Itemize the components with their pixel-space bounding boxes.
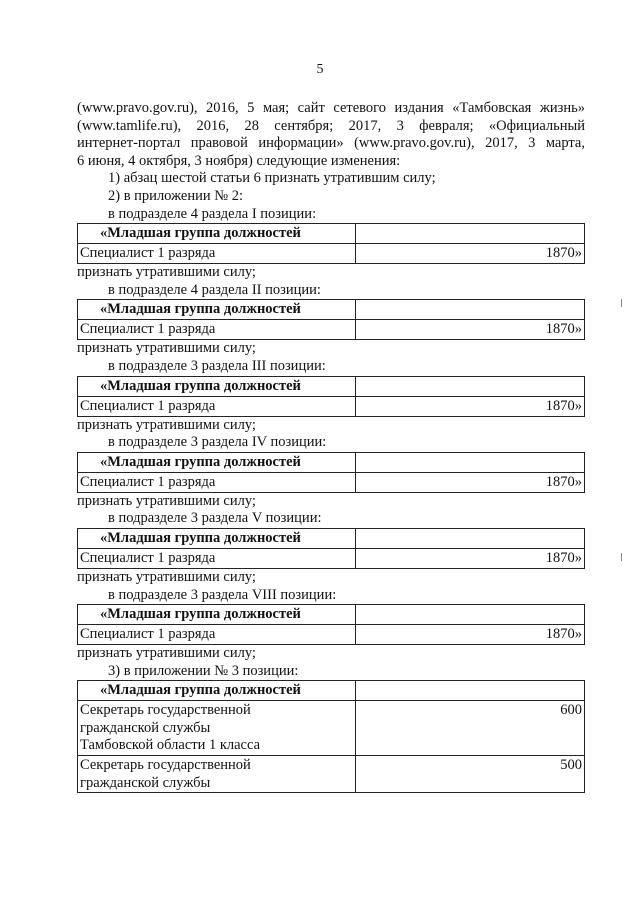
role-cell: Специалист 1 разряда (78, 548, 356, 568)
group-header: «Младшая группа должностей (78, 224, 356, 244)
after-text: признать утратившими силу; (77, 264, 256, 281)
section-heading: в подразделе 3 раздела VIII позиции: (108, 586, 337, 603)
section-heading: в подразделе 4 раздела II позиции: (108, 281, 321, 298)
group-header: «Младшая группа должностей (78, 452, 356, 472)
table-row (78, 625, 585, 645)
table-row (78, 605, 585, 625)
intro-line-1: (www.pravo.gov.ru), 2016, 5 мая; сайт сетевого издания «Тамбовская жизнь» (77, 100, 585, 116)
group-header: «Младшая группа должностей (78, 605, 356, 625)
section-heading: в подразделе 3 раздела IV позиции: (108, 434, 327, 451)
empty-cell (356, 300, 585, 320)
empty-cell (356, 528, 585, 548)
scan-mark (621, 299, 622, 307)
role-line: гражданской службы (80, 774, 211, 791)
table-row (78, 376, 585, 396)
page-number: 5 (316, 62, 324, 77)
value-cell: 600 (356, 701, 585, 756)
role-cell (78, 701, 356, 756)
table-row (78, 548, 585, 568)
table-row (78, 681, 585, 701)
positions-table (77, 223, 585, 264)
positions-table (77, 604, 585, 645)
after-text: признать утратившими силу; (77, 416, 256, 433)
empty-cell (356, 224, 585, 244)
after-text: признать утратившими силу; (77, 492, 256, 509)
intro-line-3: интернет-портал правовой информации» (www.pravo.gov.ru), 2017, 3 марта, (77, 135, 585, 152)
role-cell: Специалист 1 разряда (78, 396, 356, 416)
intro-line-4: 6 июня, 4 октября, 3 ноября) следующие изменения: (77, 152, 401, 169)
group-header: «Младшая группа должностей (78, 300, 356, 320)
value-cell: 1870» (356, 244, 585, 264)
role-line: Секретарь государственной (80, 702, 251, 719)
group-header: «Младшая группа должностей (78, 528, 356, 548)
role-cell: Специалист 1 разряда (78, 320, 356, 340)
positions-table (77, 299, 585, 340)
table-row (78, 244, 585, 264)
table-row (78, 224, 585, 244)
value-cell: 500 (356, 756, 585, 793)
value-cell: 1870» (356, 472, 585, 492)
value-cell: 1870» (356, 320, 585, 340)
item-3: 3) в приложении № 3 позиции: (108, 662, 299, 679)
empty-cell (356, 681, 585, 701)
positions-table-appendix-3 (77, 680, 585, 793)
value-cell: 1870» (356, 548, 585, 568)
value-cell: 1870» (356, 396, 585, 416)
table-row (78, 396, 585, 416)
table-row (78, 320, 585, 340)
value-cell: 1870» (356, 625, 585, 645)
group-header: «Младшая группа должностей (78, 376, 356, 396)
table-row (78, 701, 585, 756)
role-line: Тамбовской области 1 класса (80, 737, 261, 754)
role-cell (78, 756, 356, 793)
role-cell: Специалист 1 разряда (78, 625, 356, 645)
table-row (78, 452, 585, 472)
empty-cell (356, 605, 585, 625)
positions-table (77, 376, 585, 417)
item-1: 1) абзац шестой статьи 6 признать утратившим силу; (108, 170, 436, 187)
role-cell: Специалист 1 разряда (78, 244, 356, 264)
after-text: признать утратившими силу; (77, 645, 256, 662)
table-row (78, 756, 585, 793)
empty-cell (356, 452, 585, 472)
section-heading: в подразделе 4 раздела I позиции: (108, 205, 317, 222)
role-cell: Специалист 1 разряда (78, 472, 356, 492)
section-heading: в подразделе 3 раздела III позиции: (108, 357, 326, 374)
empty-cell (356, 376, 585, 396)
table-row (78, 472, 585, 492)
intro-line-2: (www.tamlife.ru), 2016, 28 сентября; 2017, 3 февраля; «Официальный (77, 117, 585, 134)
role-line: гражданской службы (80, 719, 211, 736)
document-body (77, 100, 585, 793)
role-line: Секретарь государственной (80, 757, 251, 774)
after-text: признать утратившими силу; (77, 340, 256, 357)
table-row (78, 528, 585, 548)
group-header: «Младшая группа должностей (78, 681, 356, 701)
positions-table (77, 528, 585, 569)
section-heading: в подразделе 3 раздела V позиции: (108, 510, 322, 527)
table-row (78, 300, 585, 320)
scan-mark (621, 553, 622, 561)
after-text: признать утратившими силу; (77, 568, 256, 585)
positions-table (77, 452, 585, 493)
item-2: 2) в приложении № 2: (108, 187, 243, 204)
